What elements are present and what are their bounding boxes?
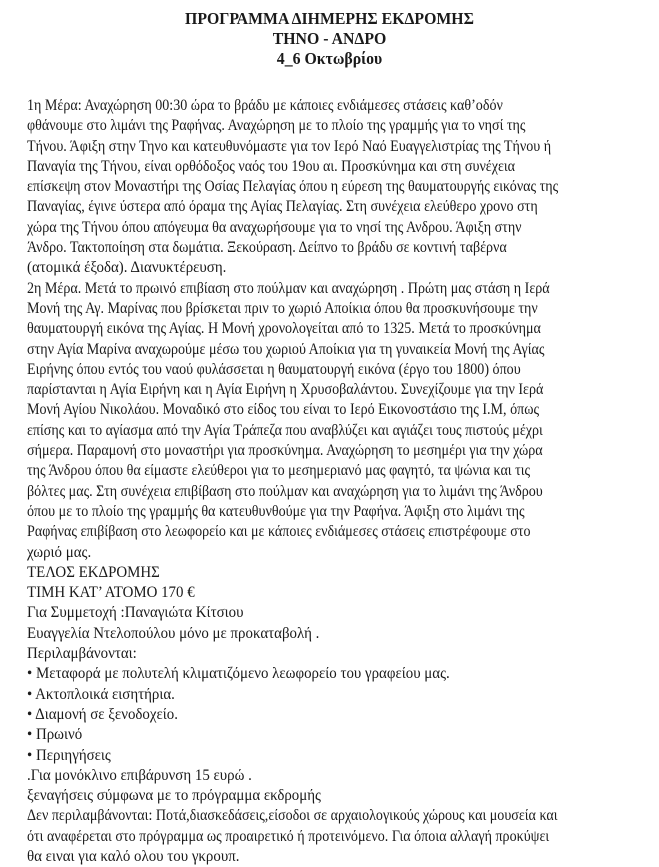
- body-line: Μονή της Αγ. Μαρίνας που βρίσκεται πριν το χωριό Αποίκια όπου θα προσκυνήσουμε την: [27, 299, 538, 317]
- body-line: Ραφήνας επιβίβαση στο λεωφορείο και με κάποιες ενδιάμεσες στάσεις επιστρέφουμε στο: [27, 523, 531, 541]
- document-title: ΠΡΟΓΡΑΜΜΑ ΔΙΗΜΕΡΗΣ ΕΚΔΡΟΜΗΣ: [185, 9, 474, 28]
- body-line: φθάνουμε στο λιμάνι της Ραφήνας. Αναχώρηση με το πλοίο της γραμμής για το νησί της: [27, 117, 526, 135]
- body-line: ΤΕΛΟΣ ΕΚΔΡΟΜΗΣ: [27, 563, 160, 581]
- body-line: ΤΙΜΗ ΚΑΤ’ ΑΤΟΜΟ 170 €: [27, 584, 195, 602]
- body-line: θαυματουργή εικόνα της Αγίας. Η Μονή χρονολογείται από το 1325. Μετά το προσκύνημα: [27, 320, 541, 338]
- body-line: Περιλαμβάνονται:: [27, 645, 137, 663]
- body-line: (ατομικά έξοδα). Διανυκτέρευση.: [27, 259, 227, 277]
- body-line: Ειρήνης όπου εντός του ναού φυλάσσεται η θαυματουργή εικόνα (έργο του 1800) όπου: [27, 360, 521, 378]
- body-line: παρίστανται η Αγία Ειρήνη και η Αγία Ειρήνη η Χρυσοβαλάντου. Συνεχίζουμε για την Ιερά: [27, 381, 544, 399]
- body-line: 2η Μέρα. Μετά το πρωινό επιβίαση στο πούλμαν και αναχώρηση . Πρώτη μας στάση η Ιερά: [27, 279, 550, 297]
- body-line: Μονή Αγίου Νικολάου. Μοναδικό στο είδος του είναι το Ιερό Εικονοστάσιο της Ι.Μ, όπως: [27, 401, 540, 419]
- body-line: σήμερα. Παραμονή στο μοναστήρι για προσκύνημα. Αναχώρηση το μεσημέρι για την χώρα: [27, 442, 543, 460]
- body-line: όπου με το πλοίο της γραμμής θα κατευθυνθούμε για την Ραφήνα. Άφιξη στο λιμάνι της: [27, 502, 525, 520]
- body-line: Άνδρο. Τακτοποίηση στα δωμάτια. Ξεκούραση. Δείπνο το βράδυ σε κοντινή ταβέρνα: [27, 239, 507, 257]
- body-line: • Μεταφορά με πολυτελή κλιματιζόμενο λεωφορείο του γραφείου μας.: [27, 665, 450, 683]
- body-line: Δεν περιλαμβάνονται: Ποτά,διασκεδάσεις,είσοδοι σε αρχαιολογικούς χώρους και μουσεία και: [27, 807, 558, 825]
- body-line: • Ακτοπλοικά εισητήρια.: [27, 685, 175, 703]
- destination-title: ΤΗΝΟ - ΑΝΔΡΟ: [272, 29, 387, 48]
- body-line: .Για μονόκλινο επιβάρυνση 15 ευρώ .: [27, 766, 252, 784]
- body-line: • Διαμονή σε ξενοδοχείο.: [27, 705, 178, 723]
- body-line: στην Αγία Μαρίνα αναχωρούμε μέσω του χωριού Αποίκια για τη γυναικεία Μονή της Αγίας: [27, 340, 545, 358]
- document-header: [0, 9, 659, 69]
- body-line: της Άνδρου όπου θα είμαστε ελεύθεροι για το μεσημεριανό μας φαγητό, τα ψώνια και τις: [27, 462, 531, 480]
- body-line: Τήνου. Άφιξη στην Τηνο και κατευθυνόμαστε για τον Ιερό Ναό Ευαγγελιστρίας της Τήνου ή: [27, 137, 552, 155]
- body-line: επίσκεψη στον Μοναστήρι της Οσίας Πελαγίας όπου η εύρεση της θαυματουργής εικόνας της: [27, 178, 559, 196]
- body-line: θα ειναι για καλό ολου του γκρουπ.: [27, 847, 240, 865]
- body-line: επίσης και το αγίασμα από την Αγία Τράπεζα που αναβλύζει και αγιάζει τους πιστούς μέχρι: [27, 421, 543, 439]
- body-line: ξεναγήσεις σύμφωνα με το πρόγραμμα εκδρομής: [27, 787, 321, 805]
- body-line: χωριό μας.: [27, 543, 92, 561]
- body-line: χώρα της Τήνου όπου απόγευμα θα αναχωρήσουμε για το νησί της Ανδρου. Άφιξη στην: [27, 218, 522, 236]
- body-line: ότι αναφέρεται στο πρόγραμμα ως προαιρετικό ή προτεινόμενο. Για όποια αλλαγή προκύψει: [27, 827, 550, 845]
- body-line: • Περιηγήσεις: [27, 746, 111, 764]
- body-line: 1η Μέρα: Αναχώρηση 00:30 ώρα το βράδυ με κάποιες ενδιάμεσες στάσεις καθ’οδόν: [27, 97, 503, 114]
- body-line: Ευαγγελία Ντελοπούλου μόνο με προκαταβολή .: [27, 624, 320, 642]
- body-line: • Πρωινό: [27, 726, 83, 744]
- body-line: βόλτες μας. Στη συνέχεια επιβίβαση στο πούλμαν και αναχώρηση για το λιμάνι της Άνδρου: [27, 482, 543, 500]
- body-line: Παναγία της Τήνου, είναι ορθόδοξος ναός του 19ου αι. Προσκύνημα και στη συνέχεια: [27, 157, 516, 175]
- body-line: Για Συμμετοχή :Παναγιώτα Κίτσιου: [27, 604, 244, 622]
- trip-dates: 4_6 Οκτωβρίου: [276, 49, 383, 68]
- body-line: Παναγίας, έγινε ύστερα από όραμα της Αγίας Πελαγίας. Στη συνέχεια ελεύθερο χρονο στη: [27, 198, 538, 216]
- document-body: [27, 96, 659, 867]
